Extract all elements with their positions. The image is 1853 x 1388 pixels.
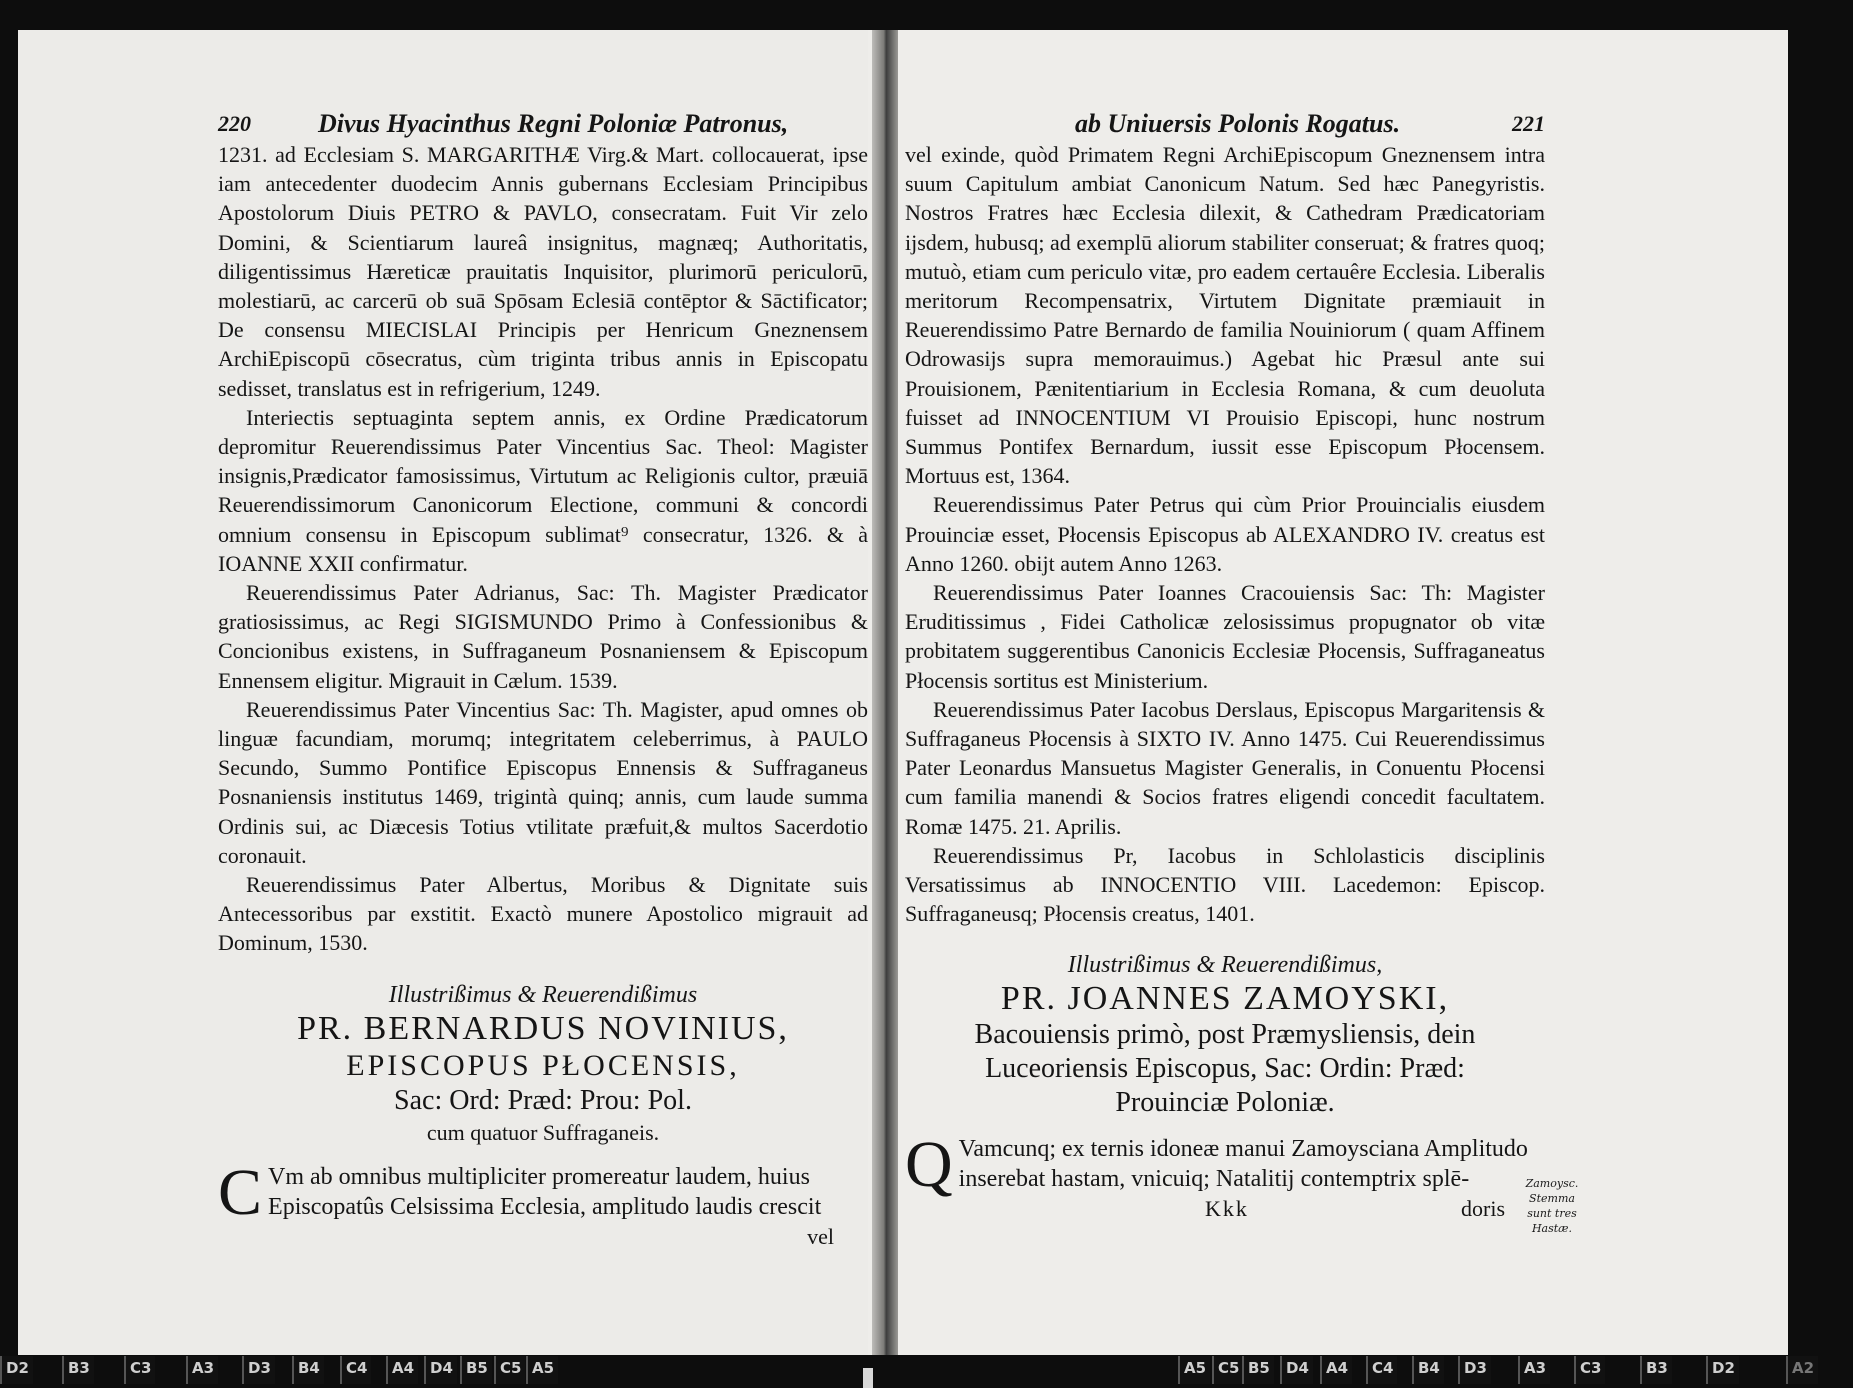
opening-text: Vamcunq; ex ternis idoneæ manui Zamoysciana Amplitudo inserebat hastam, vnicuiq; Natalitij contemptrix splē-	[958, 1136, 1528, 1193]
left-page-text	[218, 108, 868, 1251]
index-tab[interactable]: B5	[1242, 1356, 1274, 1384]
heading-line: EPISCOPUS PŁOCENSIS,	[346, 1048, 740, 1082]
left-section-heading	[218, 980, 868, 1148]
paragraph: Reuerendissimus Pater Ioannes Cracouiensis Sac: Th: Magister Eruditissimus , Fidei Catholicæ zelosissimus propugnator ob vitæ probitatem suggerentibus Canonicis Ecclesiæ Płocensis, Suffraganeatus Płocensis sortitus est Ministerium.	[905, 580, 1545, 693]
drop-cap: C	[218, 1155, 263, 1229]
index-tab[interactable]: C4	[340, 1356, 371, 1384]
index-tab[interactable]: B4	[292, 1356, 324, 1384]
index-tab[interactable]: C5	[1212, 1356, 1243, 1384]
paragraph: Reuerendissimus Pater Iacobus Derslaus, Episcopus Margaritensis & Suffraganeus Płocensis à SIXTO IV. Anno 1475. Cui Reuerendissimus Pater Leonardus Mansuetus Magister Generalis, in Conuentu Płocensi cum familia manendi & Socios fratres eligendi concedit facultatem. Romæ 1475. 21. Aprilis.	[905, 696, 1545, 839]
index-tab[interactable]: A5	[1178, 1356, 1210, 1384]
index-tab[interactable]: A5	[526, 1356, 558, 1384]
index-tab[interactable]: C3	[124, 1356, 155, 1384]
heading-line: Prouinciæ Poloniæ.	[1115, 1087, 1335, 1119]
paragraph: Reuerendissimus Pater Vincentius Sac: Th. Magister, apud omnes ob linguæ facundiam, morumq; integritatem celeberrimus, à PAULO Secundo, Summo Pontifice Episcopus Ennensis & Suffraganeus Posnaniensis institutus 1469, trigintà quinq; annis, cum laude summa Ordinis sui, ac Diæcesis Totius vtilitate præfuit,& multos Sacerdotio coronauit.	[218, 696, 868, 868]
index-tab[interactable]: D3	[242, 1356, 275, 1384]
left-running-title: Divus Hyacinthus Regni Poloniæ Patronus,	[318, 109, 789, 138]
index-tab[interactable]: B3	[62, 1356, 94, 1384]
heading-line: Illustrißimus & Reuerendißimus	[388, 981, 698, 1008]
heading-line: Sac: Ord: Præd: Prou: Pol.	[394, 1084, 692, 1116]
index-tab[interactable]: D4	[424, 1356, 457, 1384]
right-page-number: 221	[1512, 111, 1545, 136]
index-tab[interactable]: A4	[1320, 1356, 1352, 1384]
index-tab[interactable]: C3	[1574, 1356, 1605, 1384]
right-opening-paragraph	[905, 1128, 1545, 1202]
index-tab[interactable]: A2	[1786, 1356, 1818, 1384]
heading-line: Bacouiensis primò, post Præmysliensis, dein Luceoriensis Episcopus, Sac: Ordin: Præd:	[974, 1019, 1476, 1085]
left-running-head	[218, 108, 868, 140]
book-gutter	[872, 30, 898, 1355]
paragraph: Reuerendissimus Pater Albertus, Moribus & Dignitate suis Antecessoribus par exstitit. Exactò munere Apostolico migrauit ad Dominum, 1530.	[218, 872, 868, 956]
right-page-text	[905, 108, 1545, 1224]
paragraph: Interiectis septuaginta septem annis, ex Ordine Prædicatorum depromitur Reuerendissimus Pater Vincentius Sac. Theol: Magister insignis,Prædicator famosissimus, Virtutum ac Religionis cultor, præuiā Reuerendissimorum Canonicorum Electione, communi & concordi omnium consensu in Episcopum sublimat⁹ consecratur, 1326. & à IOANNE XXII confirmatur.	[218, 404, 868, 576]
index-tab[interactable]: D2	[0, 1356, 33, 1384]
paragraph: 1231. ad Ecclesiam S. MARGARITHÆ Virg.& Mart. collocauerat, ipse iam antecedenter duodecim Annis gubernans Ecclesiam Principibus Apostolorum Diuis PETRO & PAVLO, consecratam. Fuit Vir zelo Domini, & Scientiarum laureâ insignitus, magnæq; Authoritatis, diligentissimus Hæreticæ prauitatis Inquisitor, plurimorū periculorū, molestiarū, ac carcerū ob suā Spōsam Eclesiā contēptor & Sāctificator; De consensu MIECISLAI Principis per Henricum Gneznensem ArchiEpiscopū cōsecratus, cùm triginta tribus annis in Episcopatu sedisset, translatus est in refrigerium, 1249.	[218, 142, 868, 401]
heading-line: Illustrißimus & Reuerendißimus,	[1067, 952, 1383, 979]
paragraph: Reuerendissimus Pater Adrianus, Sac: Th. Magister Prædicator gratiosissimus, ac Regi SIGISMUNDO Primo à Confessionibus & Concionibus existens, in Suffraganeum Posnaniensem & Episcopum Ennensem eligitur. Migrauit in Cælum. 1539.	[218, 580, 868, 693]
drop-cap: Q	[905, 1128, 953, 1202]
index-tab[interactable]: D3	[1458, 1356, 1491, 1384]
catchword: doris	[1461, 1196, 1505, 1222]
index-tab[interactable]: B3	[1640, 1356, 1672, 1384]
signature-mark: Kkk	[1205, 1196, 1249, 1222]
index-tab[interactable]: B4	[1412, 1356, 1444, 1384]
paragraph: vel exinde, quòd Primatem Regni ArchiEpiscopum Gneznensem intra suum Capitulum ambiat Canonicum Natum. Sed hæc Panegyristis. Nostros Fratres hæc Ecclesia dilexit, & Cathedram Prædicatoriam ijsdem, hubusq; ad exemplū aliorum stabiliter conseruat; & fratres quoq; mutuò, etiam cum periculo vitæ, pro eadem certauêre Ecclesia. Liberalis meritorum Recompensatrix, Virtutem Dignitate præmiauit in Reuerendissimo Patre Bernardo de familia Nouiniorum ( quam Affinem Odrowasijs supra memorauimus.) Agebat hic Præsul ante sui Prouisionem, Pænitentiarium in Ecclesia Romana, & cum deuoluta fuisset ad INNOCENTIUM VI Prouisio Episcopi, hunc nostrum Summus Pontifex Bernardum, iussit esse Episcopum Płocensem. Mortuus est, 1364.	[905, 142, 1545, 489]
index-tab-strip	[0, 1356, 1853, 1388]
paragraph: Reuerendissimus Pr, Iacobus in Schlolasticis disciplinis Versatissimus ab INNOCENTIO VIII. Lacedemon: Episcop. Suffraganeusq; Płocensis creatus, 1401.	[905, 842, 1545, 927]
index-tab[interactable]: B5	[460, 1356, 492, 1384]
heading-line: cum quatuor Suffraganeis.	[426, 1119, 660, 1145]
paragraph: Reuerendissimus Pater Petrus qui cùm Prior Prouincialis eiusdem Prouinciæ esset, Płocensis Episcopus ab ALEXANDRO IV. creatus est Anno 1260. obijt autem Anno 1263.	[905, 492, 1545, 576]
page-pointer-marker	[863, 1368, 873, 1388]
index-tab[interactable]: D2	[1706, 1356, 1739, 1384]
index-tab[interactable]: A4	[386, 1356, 418, 1384]
index-tab[interactable]: C4	[1366, 1356, 1397, 1384]
index-tab[interactable]: A3	[186, 1356, 218, 1384]
heading-name: PR. BERNARDUS NOVINIUS,	[297, 1009, 789, 1047]
catchword: vel	[807, 1223, 834, 1249]
right-running-head	[905, 108, 1545, 140]
index-tab[interactable]: A3	[1518, 1356, 1550, 1384]
heading-name: PR. JOANNES ZAMOYSKI,	[1000, 980, 1450, 1018]
right-footer-line	[905, 1194, 1545, 1224]
index-tab[interactable]: D4	[1280, 1356, 1313, 1384]
left-page-number: 220	[218, 111, 251, 136]
left-opening-paragraph	[218, 1155, 868, 1229]
opening-text: Vm ab omnibus multipliciter promereatur laudem, huius Episcopatûs Celsissima Ecclesia, amplitudo laudis crescit	[268, 1163, 822, 1220]
index-tab[interactable]: C5	[494, 1356, 525, 1384]
marginal-note: Zamoysc. Stemma sunt tres Hastæ.	[1525, 1177, 1579, 1235]
right-running-title: ab Uniuersis Polonis Rogatus.	[1075, 109, 1401, 138]
right-section-heading	[905, 950, 1545, 1120]
